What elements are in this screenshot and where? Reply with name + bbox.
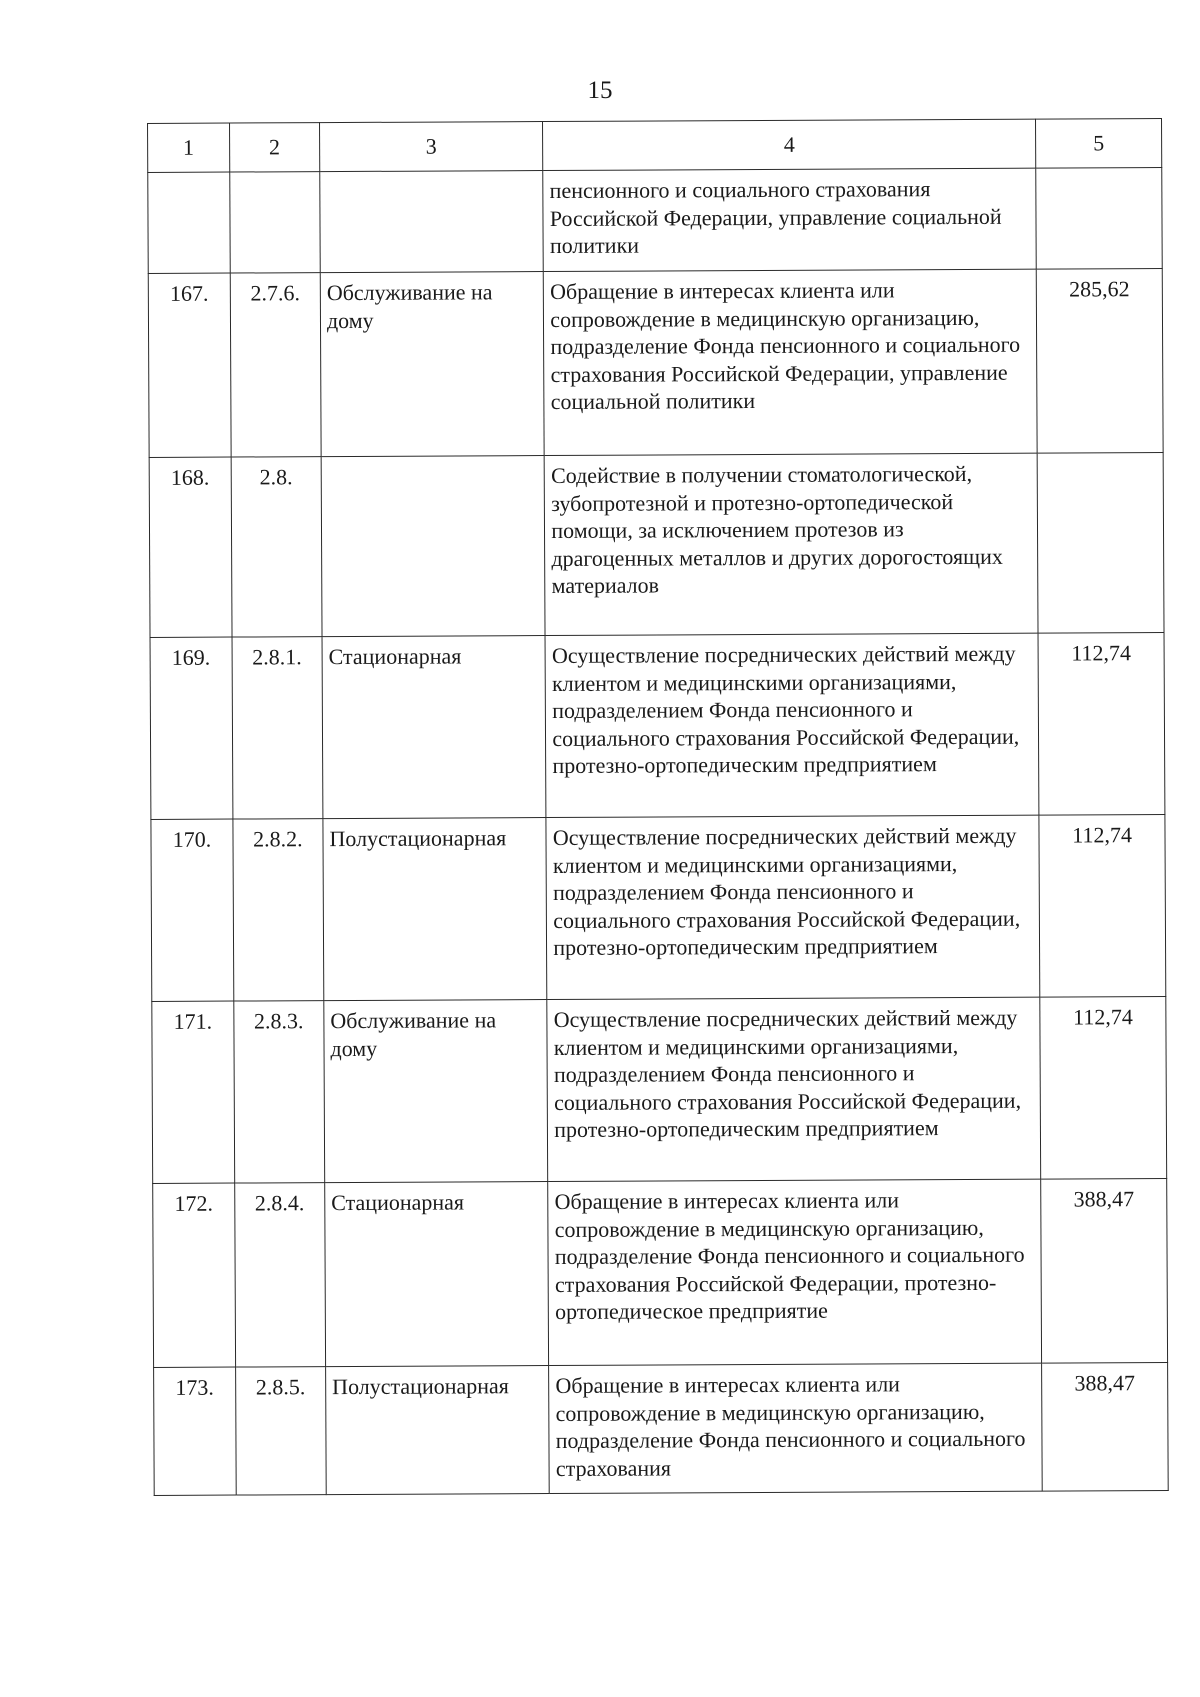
row-number: 172. [153,1183,236,1367]
header-row [148,119,1162,173]
service-form: Стационарная [322,636,546,819]
service-code: 2.8.3. [234,1001,325,1183]
service-description: Осуществление посреднических действий между клиентом и медицинскими организациями, подразделением Фонда пенсионного и социального страхования Российской Федерации, протезно-ортопедическим предприятием [545,633,1039,817]
service-form [321,456,545,637]
service-description: пенсионного и социального страхования Российской Федерации, управление социальной политики [543,168,1036,271]
services-table [147,118,1169,1496]
service-code: 2.8.2. [233,819,324,1001]
service-price: 112,74 [1039,814,1166,997]
table-row [150,632,1165,819]
header-cell-4: 4 [543,119,1036,170]
row-number [148,172,230,273]
service-price [1036,168,1162,270]
service-price: 388,47 [1041,1178,1168,1363]
service-price: 388,47 [1042,1362,1168,1491]
service-code: 2.8.5. [235,1367,326,1495]
service-code: 2.7.6. [230,273,321,457]
service-form: Обслуживание на дому [324,1000,548,1183]
table-row [152,996,1167,1183]
header-cell-5: 5 [1036,119,1162,169]
service-form [320,171,544,273]
table-row [154,1362,1169,1495]
service-description: Обращение в интересах клиента или сопровождение в медицинскую организацию, подразделение Фонда пенсионного и социального страхования [549,1363,1042,1493]
table-row [149,452,1164,637]
service-code [230,172,321,273]
service-price: 112,74 [1038,632,1165,815]
service-form: Стационарная [325,1182,549,1367]
service-code: 2.8.1. [232,637,323,819]
service-description: Осуществление посреднических действий между клиентом и медицинскими организациями, подразделением Фонда пенсионного и социального страхования Российской Федерации, протезно-ортопедическим предприятием [546,815,1040,999]
row-number: 167. [148,273,231,457]
row-number: 168. [149,457,232,637]
service-code: 2.8.4. [234,1183,325,1367]
service-description: Обращение в интересах клиента или сопровождение в медицинскую организацию, подразделение Фонда пенсионного и социального страхования Российской Федерации, управление социальной политики [544,269,1038,455]
header-cell-1: 1 [148,123,230,172]
header-cell-2: 2 [229,123,319,172]
service-code: 2.8. [231,457,322,637]
service-form: Полустационарная [323,818,547,1001]
service-description: Содействие в получении стоматологической, зубопротезной и протезно-ортопедической помощи, за исключением протезов из драгоценных металлов и других дорогостоящих материалов [544,453,1038,635]
service-form: Полустационарная [326,1366,550,1495]
table-row [148,168,1162,274]
table-row [153,1178,1168,1367]
header-cell-3: 3 [319,122,543,172]
table-row [148,269,1163,458]
row-number: 171. [152,1001,235,1183]
table-row [151,814,1166,1001]
row-number: 173. [154,1367,236,1495]
service-description: Осуществление посреднических действий между клиентом и медицинскими организациями, подразделением Фонда пенсионного и социального страхования Российской Федерации, протезно-ортопедическим предприятием [547,997,1041,1181]
service-price: 285,62 [1036,269,1163,454]
page-number: 15 [587,77,613,104]
service-price: 112,74 [1040,996,1167,1179]
row-number: 169. [150,637,233,819]
service-description: Обращение в интересах клиента или сопровождение в медицинскую организацию, подразделение Фонда пенсионного и социального страхования Российской Федерации, протезно-ортопедическое предприятие [548,1179,1042,1365]
row-number: 170. [151,819,234,1001]
service-form: Обслуживание на дому [320,272,544,457]
service-price [1037,452,1164,633]
